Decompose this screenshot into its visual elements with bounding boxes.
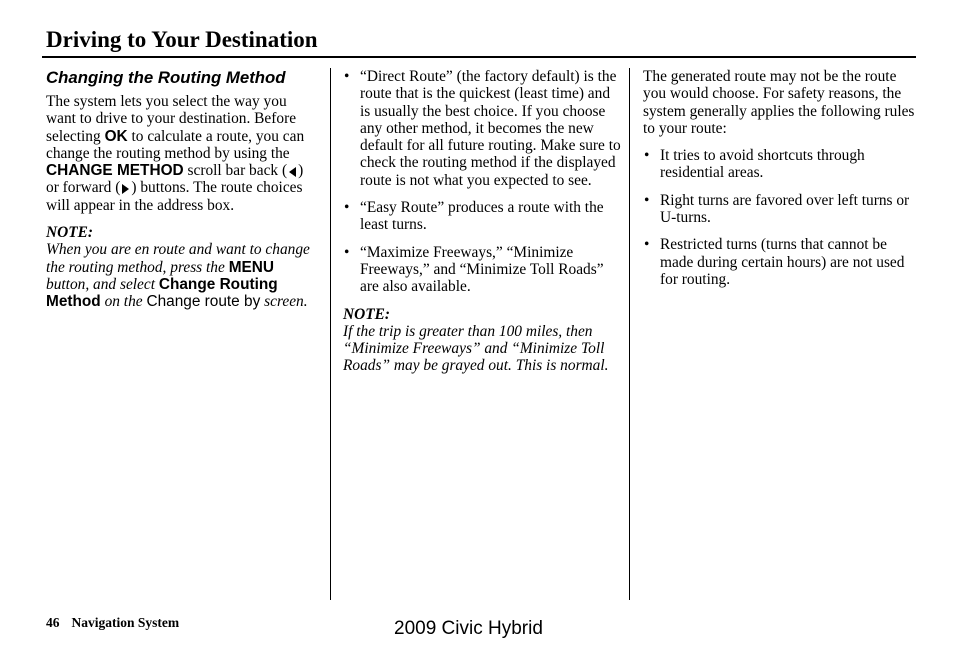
column-left: [46, 68, 318, 311]
triangle-left-icon: [289, 167, 296, 177]
change-routing-method-keyword: Change Routing Method: [46, 275, 278, 311]
list-item: • “Easy Route” produces a route with the least turns.: [344, 199, 604, 234]
list-item: • “Direct Route” (the factory default) is the route that is the quickest (least time) and is usually the best choice. If you choose any other method, it becomes the new default for all future routing. Make sure to check the routing method if the displayed route is not what you expected to see.: [344, 68, 621, 189]
bullet-icon: •: [644, 236, 650, 254]
rules-intro: The generated route may not be the route you would choose. For safety reasons, the system generally applies the following rules to your route:: [643, 68, 915, 137]
footer-section: Navigation System: [71, 615, 180, 630]
page-footer: [46, 615, 179, 631]
bullet-icon: •: [644, 147, 650, 165]
note-text: If the trip is greater than 100 miles, then “Minimize Freeways” and “Minimize Toll Roads” may be grayed out. This is normal.: [343, 322, 609, 375]
list-item: • “Maximize Freeways,” “Minimize Freeways,” and “Minimize Toll Roads” are also available.: [344, 243, 604, 296]
title-rule: [42, 56, 916, 58]
list-item: • It tries to avoid shortcuts through residential areas.: [644, 147, 865, 182]
change-method-keyword: CHANGE METHOD: [46, 162, 184, 180]
ok-keyword: OK: [104, 127, 128, 145]
bullet-icon: •: [344, 199, 350, 217]
list-item: • Restricted turns (turns that cannot be made during certain hours) are not used for routing.: [644, 236, 905, 288]
column-right: [643, 68, 919, 298]
note-label: NOTE:: [46, 224, 94, 242]
bullet-icon: •: [644, 191, 650, 209]
note-label: NOTE:: [343, 305, 391, 323]
column-divider-left: [330, 68, 331, 600]
column-divider-right: [629, 68, 630, 600]
triangle-right-icon: [122, 184, 129, 194]
bullet-icon: •: [344, 243, 350, 261]
section-heading: Changing the Routing Method: [46, 68, 286, 87]
note-text: When you are en route and want to change the routing method, press the MENU button, and select Change Routing Method on the Change route by screen.: [46, 241, 310, 311]
change-route-by-keyword: Change route by: [146, 293, 261, 311]
page-number: 46: [46, 615, 60, 630]
page-title: Driving to Your Destination: [46, 27, 318, 52]
menu-keyword: MENU: [228, 258, 275, 276]
intro-paragraph: The system lets you select the way you want to drive to your destination. Before selecting OK to calculate a route, you can change the routing method by using the CHANGE METHOD scroll bar back ( ) or forward ( ) buttons. The route choices will appear in the address box.: [46, 93, 305, 214]
bullet-icon: •: [344, 68, 350, 85]
column-middle: [343, 68, 621, 375]
watermark: 2009 Civic Hybrid: [394, 618, 543, 639]
list-item: • Right turns are favored over left turns or U-turns.: [644, 191, 910, 227]
